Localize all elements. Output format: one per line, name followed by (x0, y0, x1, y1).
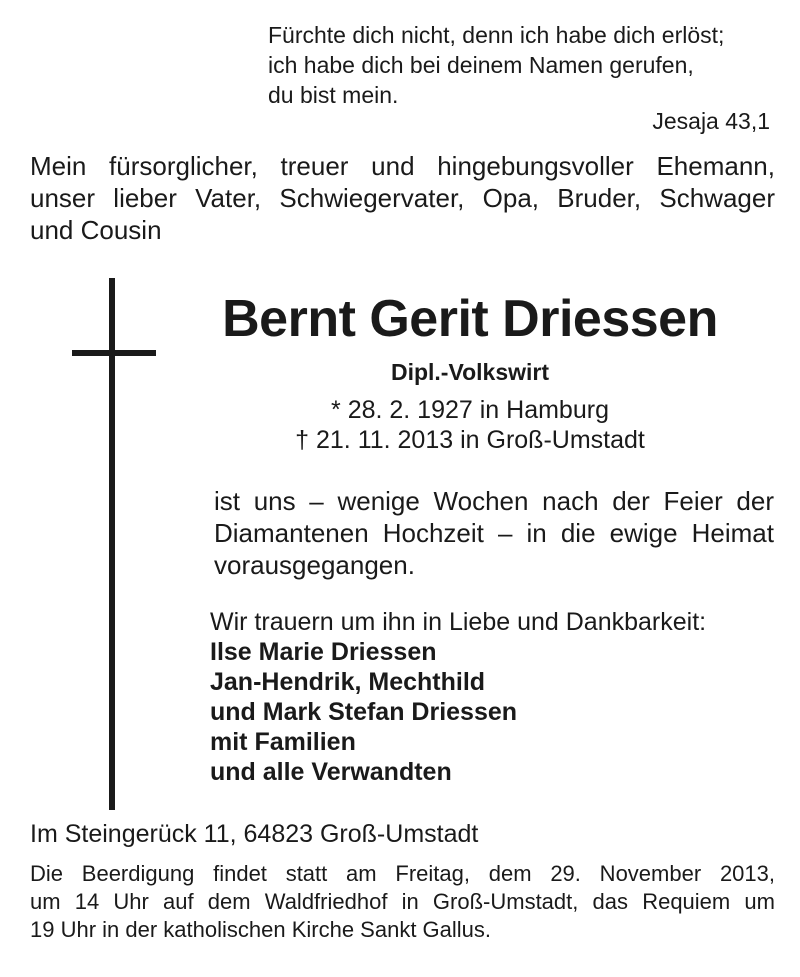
verse-line: ich habe dich bei deinem Namen gerufen, (268, 52, 694, 78)
cross-icon-horizontal-bar (72, 350, 156, 356)
death-date: † 21. 11. 2013 in Groß-Umstadt (295, 426, 645, 454)
mourner-name: Jan-Hendrik, Mechthild (210, 668, 486, 696)
deceased-title: Dipl.-Volkswirt (390, 359, 550, 385)
funeral-details (30, 860, 775, 944)
funeral-line: um 14 Uhr auf dem Waldfriedhof in Groß-Umstadt, das Requiem um (30, 889, 775, 914)
family-address: Im Steingerück 11, 64823 Groß-Umstadt (30, 820, 479, 848)
mourners-names (210, 637, 780, 787)
passing-message (214, 485, 774, 581)
intro-text (30, 150, 775, 246)
mourners-lead: Wir trauern um ihn in Liebe und Dankbarkeit: (210, 608, 707, 636)
bible-verse (268, 20, 768, 110)
message-line: ist uns – wenige Wochen nach der Feier der (214, 486, 774, 516)
deceased-name: Bernt Gerit Driessen (222, 290, 718, 348)
mourner-name: und Mark Stefan Driessen (210, 698, 518, 726)
verse-line: du bist mein. (268, 82, 399, 108)
funeral-line: Die Beerdigung findet statt am Freitag, dem 29. November 2013, (30, 861, 775, 886)
funeral-line: 19 Uhr in der katholischen Kirche Sankt Gallus. (30, 917, 492, 942)
intro-line: und Cousin (30, 215, 162, 245)
verse-reference: Jesaja 43,1 (652, 108, 770, 134)
verse-line: Fürchte dich nicht, denn ich habe dich erlöst; (268, 22, 725, 48)
cross-icon-vertical-bar (109, 278, 115, 810)
message-line: Diamantenen Hochzeit – in die ewige Heimat (214, 518, 774, 548)
message-line: vorausgegangen. (214, 550, 415, 580)
intro-line: unser lieber Vater, Schwiegervater, Opa, Bruder, Schwager (30, 183, 775, 213)
birth-date: * 28. 2. 1927 in Hamburg (331, 396, 609, 424)
mourner-name: Ilse Marie Driessen (210, 638, 437, 666)
life-dates (190, 395, 750, 455)
mourner-name: und alle Verwandten (210, 758, 452, 786)
intro-line: Mein fürsorglicher, treuer und hingebungsvoller Ehemann, (30, 151, 775, 181)
mourner-name: mit Familien (210, 728, 356, 756)
mourners-block (210, 607, 780, 787)
